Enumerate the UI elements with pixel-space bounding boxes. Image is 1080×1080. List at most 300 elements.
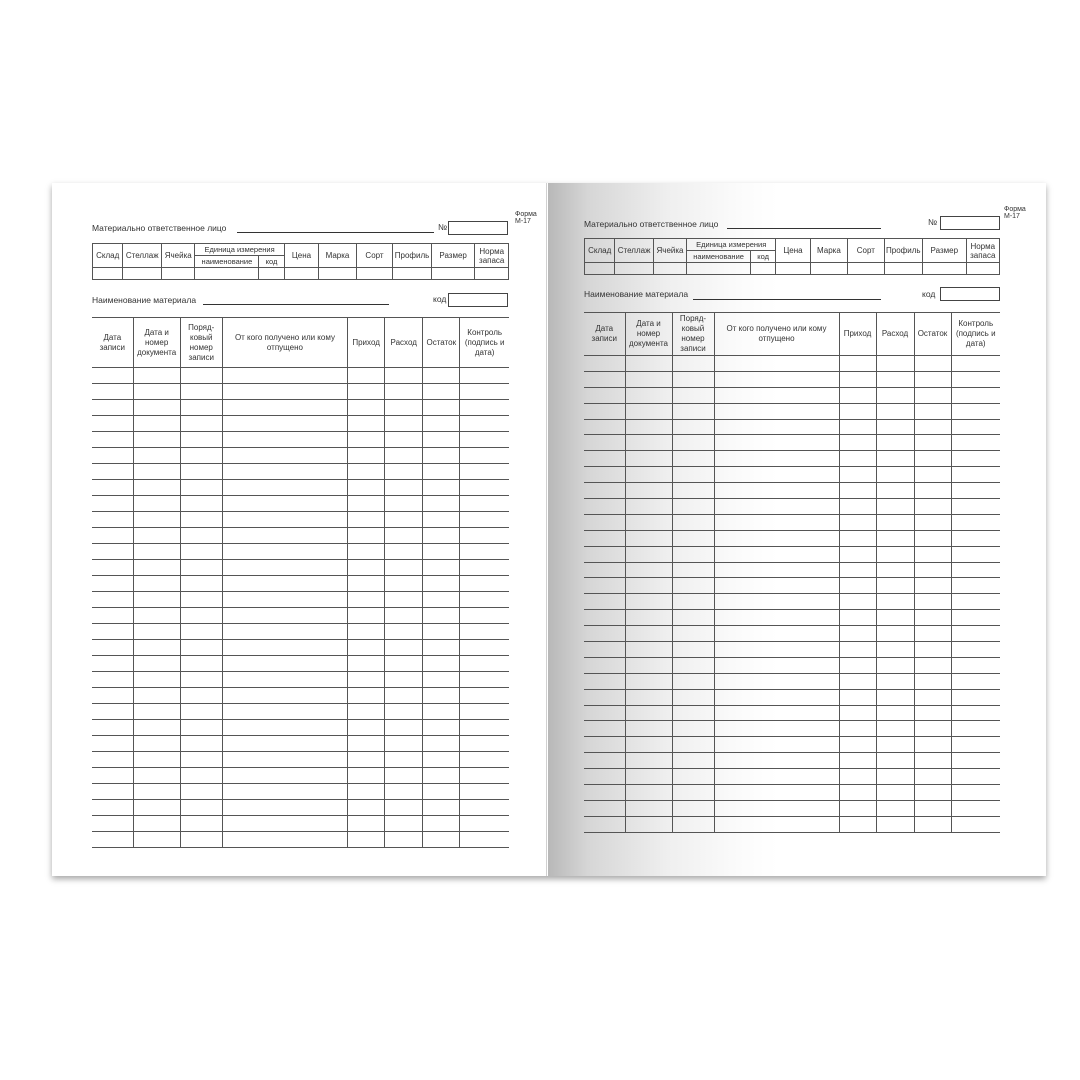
ledger-cell[interactable] xyxy=(222,704,347,720)
ledger-cell[interactable] xyxy=(460,384,509,400)
ledger-cell[interactable] xyxy=(222,528,347,544)
ledger-cell[interactable] xyxy=(92,400,133,416)
ledger-cell[interactable] xyxy=(180,624,222,640)
ledger-cell[interactable] xyxy=(348,768,385,784)
ledger-cell[interactable] xyxy=(133,608,180,624)
ledger-cell[interactable] xyxy=(584,705,625,721)
ledger-cell[interactable] xyxy=(348,576,385,592)
ledger-cell[interactable] xyxy=(180,832,222,848)
ledger-cell[interactable] xyxy=(348,544,385,560)
ledger-cell[interactable] xyxy=(914,800,951,816)
ledger-cell[interactable] xyxy=(348,416,385,432)
ledger-cell[interactable] xyxy=(460,592,509,608)
ledger-cell[interactable] xyxy=(180,768,222,784)
ledger-cell[interactable] xyxy=(133,656,180,672)
ledger-cell[interactable] xyxy=(385,736,423,752)
ledger-cell[interactable] xyxy=(714,562,839,578)
ledger-cell[interactable] xyxy=(348,800,385,816)
ledger-cell[interactable] xyxy=(914,371,951,387)
ledger-cell[interactable] xyxy=(460,640,509,656)
ledger-cell[interactable] xyxy=(92,528,133,544)
ledger-cell[interactable] xyxy=(92,768,133,784)
ledger-cell[interactable] xyxy=(672,403,714,419)
ledger-cell[interactable] xyxy=(460,368,509,384)
ledger-cell[interactable] xyxy=(672,562,714,578)
ledger-cell[interactable] xyxy=(180,464,222,480)
ledger-cell[interactable] xyxy=(460,768,509,784)
ledger-cell[interactable] xyxy=(672,451,714,467)
ledger-cell[interactable] xyxy=(348,624,385,640)
material-name-field[interactable] xyxy=(693,299,881,300)
input-cell[interactable] xyxy=(356,268,393,280)
input-cell[interactable] xyxy=(393,268,432,280)
ledger-cell[interactable] xyxy=(180,752,222,768)
ledger-cell[interactable] xyxy=(92,656,133,672)
ledger-cell[interactable] xyxy=(348,480,385,496)
ledger-cell[interactable] xyxy=(92,736,133,752)
ledger-cell[interactable] xyxy=(584,562,625,578)
ledger-cell[interactable] xyxy=(914,689,951,705)
ledger-cell[interactable] xyxy=(914,578,951,594)
ledger-cell[interactable] xyxy=(348,784,385,800)
ledger-cell[interactable] xyxy=(584,737,625,753)
ledger-cell[interactable] xyxy=(951,689,1000,705)
ledger-cell[interactable] xyxy=(460,528,509,544)
ledger-cell[interactable] xyxy=(839,785,876,801)
ledger-cell[interactable] xyxy=(180,512,222,528)
ledger-cell[interactable] xyxy=(876,499,914,515)
ledger-cell[interactable] xyxy=(672,594,714,610)
ledger-cell[interactable] xyxy=(714,673,839,689)
ledger-cell[interactable] xyxy=(385,480,423,496)
ledger-cell[interactable] xyxy=(839,371,876,387)
ledger-cell[interactable] xyxy=(423,400,460,416)
ledger-cell[interactable] xyxy=(222,656,347,672)
ledger-cell[interactable] xyxy=(672,737,714,753)
ledger-cell[interactable] xyxy=(92,608,133,624)
ledger-cell[interactable] xyxy=(348,640,385,656)
ledger-cell[interactable] xyxy=(876,467,914,483)
ledger-cell[interactable] xyxy=(584,642,625,658)
ledger-cell[interactable] xyxy=(92,640,133,656)
ledger-cell[interactable] xyxy=(423,496,460,512)
ledger-cell[interactable] xyxy=(92,688,133,704)
ledger-cell[interactable] xyxy=(460,432,509,448)
ledger-cell[interactable] xyxy=(423,640,460,656)
ledger-cell[interactable] xyxy=(672,530,714,546)
ledger-cell[interactable] xyxy=(423,544,460,560)
ledger-cell[interactable] xyxy=(92,816,133,832)
ledger-cell[interactable] xyxy=(714,419,839,435)
ledger-cell[interactable] xyxy=(584,403,625,419)
ledger-cell[interactable] xyxy=(951,610,1000,626)
ledger-cell[interactable] xyxy=(714,642,839,658)
ledger-cell[interactable] xyxy=(180,448,222,464)
ledger-cell[interactable] xyxy=(914,546,951,562)
ledger-cell[interactable] xyxy=(92,592,133,608)
ledger-cell[interactable] xyxy=(951,356,1000,372)
ledger-cell[interactable] xyxy=(423,768,460,784)
ledger-cell[interactable] xyxy=(460,480,509,496)
input-cell[interactable] xyxy=(750,263,775,275)
input-cell[interactable] xyxy=(810,263,847,275)
ledger-cell[interactable] xyxy=(625,689,672,705)
ledger-cell[interactable] xyxy=(423,784,460,800)
ledger-cell[interactable] xyxy=(914,483,951,499)
ledger-cell[interactable] xyxy=(222,608,347,624)
ledger-cell[interactable] xyxy=(133,544,180,560)
ledger-cell[interactable] xyxy=(180,704,222,720)
ledger-cell[interactable] xyxy=(876,689,914,705)
ledger-cell[interactable] xyxy=(423,432,460,448)
ledger-cell[interactable] xyxy=(625,769,672,785)
ledger-cell[interactable] xyxy=(133,576,180,592)
ledger-cell[interactable] xyxy=(180,480,222,496)
ledger-cell[interactable] xyxy=(876,356,914,372)
ledger-cell[interactable] xyxy=(460,416,509,432)
ledger-cell[interactable] xyxy=(625,610,672,626)
ledger-cell[interactable] xyxy=(714,705,839,721)
ledger-cell[interactable] xyxy=(714,387,839,403)
ledger-cell[interactable] xyxy=(348,688,385,704)
ledger-cell[interactable] xyxy=(914,562,951,578)
ledger-cell[interactable] xyxy=(423,560,460,576)
ledger-cell[interactable] xyxy=(839,673,876,689)
ledger-cell[interactable] xyxy=(460,832,509,848)
ledger-cell[interactable] xyxy=(92,544,133,560)
ledger-cell[interactable] xyxy=(385,624,423,640)
ledger-cell[interactable] xyxy=(876,546,914,562)
ledger-cell[interactable] xyxy=(839,356,876,372)
ledger-cell[interactable] xyxy=(180,576,222,592)
ledger-cell[interactable] xyxy=(385,384,423,400)
ledger-cell[interactable] xyxy=(625,673,672,689)
ledger-cell[interactable] xyxy=(385,432,423,448)
input-cell[interactable] xyxy=(923,263,967,275)
ledger-cell[interactable] xyxy=(423,464,460,480)
ledger-cell[interactable] xyxy=(584,419,625,435)
responsible-person-field[interactable] xyxy=(237,232,434,233)
ledger-cell[interactable] xyxy=(348,752,385,768)
ledger-cell[interactable] xyxy=(839,403,876,419)
ledger-cell[interactable] xyxy=(222,736,347,752)
ledger-cell[interactable] xyxy=(839,721,876,737)
ledger-cell[interactable] xyxy=(584,610,625,626)
ledger-cell[interactable] xyxy=(951,435,1000,451)
ledger-cell[interactable] xyxy=(423,448,460,464)
ledger-cell[interactable] xyxy=(951,499,1000,515)
ledger-cell[interactable] xyxy=(914,721,951,737)
ledger-cell[interactable] xyxy=(460,512,509,528)
ledger-cell[interactable] xyxy=(222,784,347,800)
ledger-cell[interactable] xyxy=(133,512,180,528)
input-cell[interactable] xyxy=(653,263,686,275)
ledger-cell[interactable] xyxy=(672,546,714,562)
ledger-cell[interactable] xyxy=(385,720,423,736)
ledger-cell[interactable] xyxy=(584,546,625,562)
ledger-cell[interactable] xyxy=(460,736,509,752)
ledger-cell[interactable] xyxy=(133,432,180,448)
ledger-cell[interactable] xyxy=(180,496,222,512)
ledger-cell[interactable] xyxy=(914,356,951,372)
ledger-cell[interactable] xyxy=(672,467,714,483)
ledger-cell[interactable] xyxy=(876,721,914,737)
ledger-cell[interactable] xyxy=(839,562,876,578)
ledger-cell[interactable] xyxy=(385,528,423,544)
ledger-cell[interactable] xyxy=(714,737,839,753)
ledger-cell[interactable] xyxy=(672,657,714,673)
code-field[interactable] xyxy=(448,293,508,307)
ledger-cell[interactable] xyxy=(385,800,423,816)
ledger-cell[interactable] xyxy=(133,480,180,496)
ledger-cell[interactable] xyxy=(385,448,423,464)
ledger-cell[interactable] xyxy=(385,512,423,528)
ledger-cell[interactable] xyxy=(584,514,625,530)
ledger-cell[interactable] xyxy=(423,704,460,720)
ledger-cell[interactable] xyxy=(876,626,914,642)
ledger-cell[interactable] xyxy=(180,432,222,448)
ledger-cell[interactable] xyxy=(92,432,133,448)
ledger-cell[interactable] xyxy=(133,400,180,416)
ledger-cell[interactable] xyxy=(584,594,625,610)
ledger-cell[interactable] xyxy=(222,400,347,416)
ledger-cell[interactable] xyxy=(92,480,133,496)
ledger-cell[interactable] xyxy=(222,768,347,784)
ledger-cell[interactable] xyxy=(839,626,876,642)
ledger-cell[interactable] xyxy=(714,371,839,387)
ledger-cell[interactable] xyxy=(672,721,714,737)
input-cell[interactable] xyxy=(966,263,999,275)
ledger-cell[interactable] xyxy=(914,451,951,467)
ledger-cell[interactable] xyxy=(385,416,423,432)
input-cell[interactable] xyxy=(259,268,284,280)
ledger-cell[interactable] xyxy=(951,451,1000,467)
ledger-cell[interactable] xyxy=(914,785,951,801)
ledger-cell[interactable] xyxy=(92,800,133,816)
ledger-cell[interactable] xyxy=(460,544,509,560)
ledger-cell[interactable] xyxy=(876,387,914,403)
ledger-cell[interactable] xyxy=(951,673,1000,689)
ledger-cell[interactable] xyxy=(839,610,876,626)
ledger-cell[interactable] xyxy=(222,752,347,768)
ledger-cell[interactable] xyxy=(839,594,876,610)
ledger-cell[interactable] xyxy=(133,368,180,384)
ledger-cell[interactable] xyxy=(625,626,672,642)
ledger-cell[interactable] xyxy=(914,403,951,419)
ledger-cell[interactable] xyxy=(951,530,1000,546)
ledger-cell[interactable] xyxy=(385,560,423,576)
ledger-cell[interactable] xyxy=(460,816,509,832)
ledger-cell[interactable] xyxy=(180,688,222,704)
ledger-cell[interactable] xyxy=(914,642,951,658)
ledger-cell[interactable] xyxy=(423,656,460,672)
ledger-cell[interactable] xyxy=(876,371,914,387)
ledger-cell[interactable] xyxy=(839,514,876,530)
ledger-cell[interactable] xyxy=(222,592,347,608)
ledger-cell[interactable] xyxy=(423,384,460,400)
ledger-cell[interactable] xyxy=(180,560,222,576)
ledger-cell[interactable] xyxy=(876,705,914,721)
ledger-cell[interactable] xyxy=(92,416,133,432)
ledger-cell[interactable] xyxy=(423,752,460,768)
ledger-cell[interactable] xyxy=(348,672,385,688)
input-cell[interactable] xyxy=(615,263,653,275)
ledger-cell[interactable] xyxy=(348,368,385,384)
ledger-cell[interactable] xyxy=(876,657,914,673)
ledger-cell[interactable] xyxy=(914,610,951,626)
ledger-cell[interactable] xyxy=(385,576,423,592)
ledger-cell[interactable] xyxy=(348,704,385,720)
material-name-field[interactable] xyxy=(203,304,389,305)
ledger-cell[interactable] xyxy=(914,387,951,403)
ledger-cell[interactable] xyxy=(133,416,180,432)
ledger-cell[interactable] xyxy=(625,785,672,801)
ledger-cell[interactable] xyxy=(584,753,625,769)
ledger-cell[interactable] xyxy=(423,672,460,688)
ledger-cell[interactable] xyxy=(625,705,672,721)
ledger-cell[interactable] xyxy=(385,496,423,512)
ledger-cell[interactable] xyxy=(385,400,423,416)
ledger-cell[interactable] xyxy=(222,832,347,848)
ledger-cell[interactable] xyxy=(92,368,133,384)
ledger-cell[interactable] xyxy=(914,467,951,483)
ledger-cell[interactable] xyxy=(133,720,180,736)
ledger-cell[interactable] xyxy=(876,403,914,419)
ledger-cell[interactable] xyxy=(714,546,839,562)
ledger-cell[interactable] xyxy=(584,483,625,499)
ledger-cell[interactable] xyxy=(222,576,347,592)
ledger-cell[interactable] xyxy=(460,400,509,416)
ledger-cell[interactable] xyxy=(951,800,1000,816)
ledger-cell[interactable] xyxy=(423,608,460,624)
ledger-cell[interactable] xyxy=(914,705,951,721)
ledger-cell[interactable] xyxy=(385,832,423,848)
ledger-cell[interactable] xyxy=(423,800,460,816)
ledger-cell[interactable] xyxy=(951,467,1000,483)
ledger-cell[interactable] xyxy=(839,705,876,721)
ledger-cell[interactable] xyxy=(914,419,951,435)
ledger-cell[interactable] xyxy=(133,640,180,656)
ledger-cell[interactable] xyxy=(625,737,672,753)
ledger-cell[interactable] xyxy=(672,816,714,832)
ledger-cell[interactable] xyxy=(222,560,347,576)
ledger-cell[interactable] xyxy=(839,483,876,499)
ledger-cell[interactable] xyxy=(133,624,180,640)
ledger-cell[interactable] xyxy=(625,499,672,515)
ledger-cell[interactable] xyxy=(222,464,347,480)
ledger-cell[interactable] xyxy=(92,496,133,512)
ledger-cell[interactable] xyxy=(460,560,509,576)
ledger-cell[interactable] xyxy=(714,435,839,451)
ledger-cell[interactable] xyxy=(672,499,714,515)
ledger-cell[interactable] xyxy=(385,672,423,688)
ledger-cell[interactable] xyxy=(584,785,625,801)
ledger-cell[interactable] xyxy=(92,464,133,480)
ledger-cell[interactable] xyxy=(714,514,839,530)
ledger-cell[interactable] xyxy=(423,480,460,496)
ledger-cell[interactable] xyxy=(625,530,672,546)
ledger-cell[interactable] xyxy=(584,769,625,785)
ledger-cell[interactable] xyxy=(951,737,1000,753)
ledger-cell[interactable] xyxy=(672,356,714,372)
ledger-cell[interactable] xyxy=(584,499,625,515)
ledger-cell[interactable] xyxy=(348,816,385,832)
ledger-cell[interactable] xyxy=(914,594,951,610)
ledger-cell[interactable] xyxy=(625,356,672,372)
ledger-cell[interactable] xyxy=(133,592,180,608)
ledger-cell[interactable] xyxy=(714,499,839,515)
ledger-cell[interactable] xyxy=(876,483,914,499)
ledger-cell[interactable] xyxy=(460,720,509,736)
ledger-cell[interactable] xyxy=(180,416,222,432)
ledger-cell[interactable] xyxy=(951,705,1000,721)
ledger-cell[interactable] xyxy=(839,816,876,832)
ledger-cell[interactable] xyxy=(672,610,714,626)
ledger-cell[interactable] xyxy=(914,657,951,673)
ledger-cell[interactable] xyxy=(222,384,347,400)
ledger-cell[interactable] xyxy=(625,451,672,467)
ledger-cell[interactable] xyxy=(180,400,222,416)
ledger-cell[interactable] xyxy=(951,626,1000,642)
input-cell[interactable] xyxy=(431,268,475,280)
ledger-cell[interactable] xyxy=(714,451,839,467)
input-cell[interactable] xyxy=(475,268,509,280)
ledger-cell[interactable] xyxy=(584,626,625,642)
ledger-cell[interactable] xyxy=(222,512,347,528)
ledger-cell[interactable] xyxy=(385,816,423,832)
ledger-cell[interactable] xyxy=(180,528,222,544)
ledger-cell[interactable] xyxy=(714,721,839,737)
ledger-cell[interactable] xyxy=(180,800,222,816)
ledger-cell[interactable] xyxy=(133,688,180,704)
ledger-cell[interactable] xyxy=(625,800,672,816)
ledger-cell[interactable] xyxy=(133,784,180,800)
ledger-cell[interactable] xyxy=(839,689,876,705)
ledger-cell[interactable] xyxy=(133,800,180,816)
code-field[interactable] xyxy=(940,287,1000,301)
ledger-cell[interactable] xyxy=(584,657,625,673)
ledger-cell[interactable] xyxy=(584,578,625,594)
ledger-cell[interactable] xyxy=(839,546,876,562)
ledger-cell[interactable] xyxy=(460,672,509,688)
ledger-cell[interactable] xyxy=(839,642,876,658)
ledger-cell[interactable] xyxy=(348,384,385,400)
ledger-cell[interactable] xyxy=(876,530,914,546)
ledger-cell[interactable] xyxy=(625,419,672,435)
ledger-cell[interactable] xyxy=(92,576,133,592)
ledger-cell[interactable] xyxy=(714,753,839,769)
ledger-cell[interactable] xyxy=(951,562,1000,578)
ledger-cell[interactable] xyxy=(876,642,914,658)
ledger-cell[interactable] xyxy=(839,737,876,753)
ledger-cell[interactable] xyxy=(625,514,672,530)
ledger-cell[interactable] xyxy=(92,672,133,688)
ledger-cell[interactable] xyxy=(714,816,839,832)
ledger-cell[interactable] xyxy=(460,576,509,592)
ledger-cell[interactable] xyxy=(876,594,914,610)
ledger-cell[interactable] xyxy=(876,610,914,626)
ledger-cell[interactable] xyxy=(714,769,839,785)
ledger-cell[interactable] xyxy=(222,368,347,384)
ledger-cell[interactable] xyxy=(584,371,625,387)
ledger-cell[interactable] xyxy=(839,451,876,467)
ledger-cell[interactable] xyxy=(672,705,714,721)
ledger-cell[interactable] xyxy=(839,467,876,483)
ledger-cell[interactable] xyxy=(92,752,133,768)
ledger-cell[interactable] xyxy=(914,514,951,530)
ledger-cell[interactable] xyxy=(672,785,714,801)
ledger-cell[interactable] xyxy=(460,688,509,704)
